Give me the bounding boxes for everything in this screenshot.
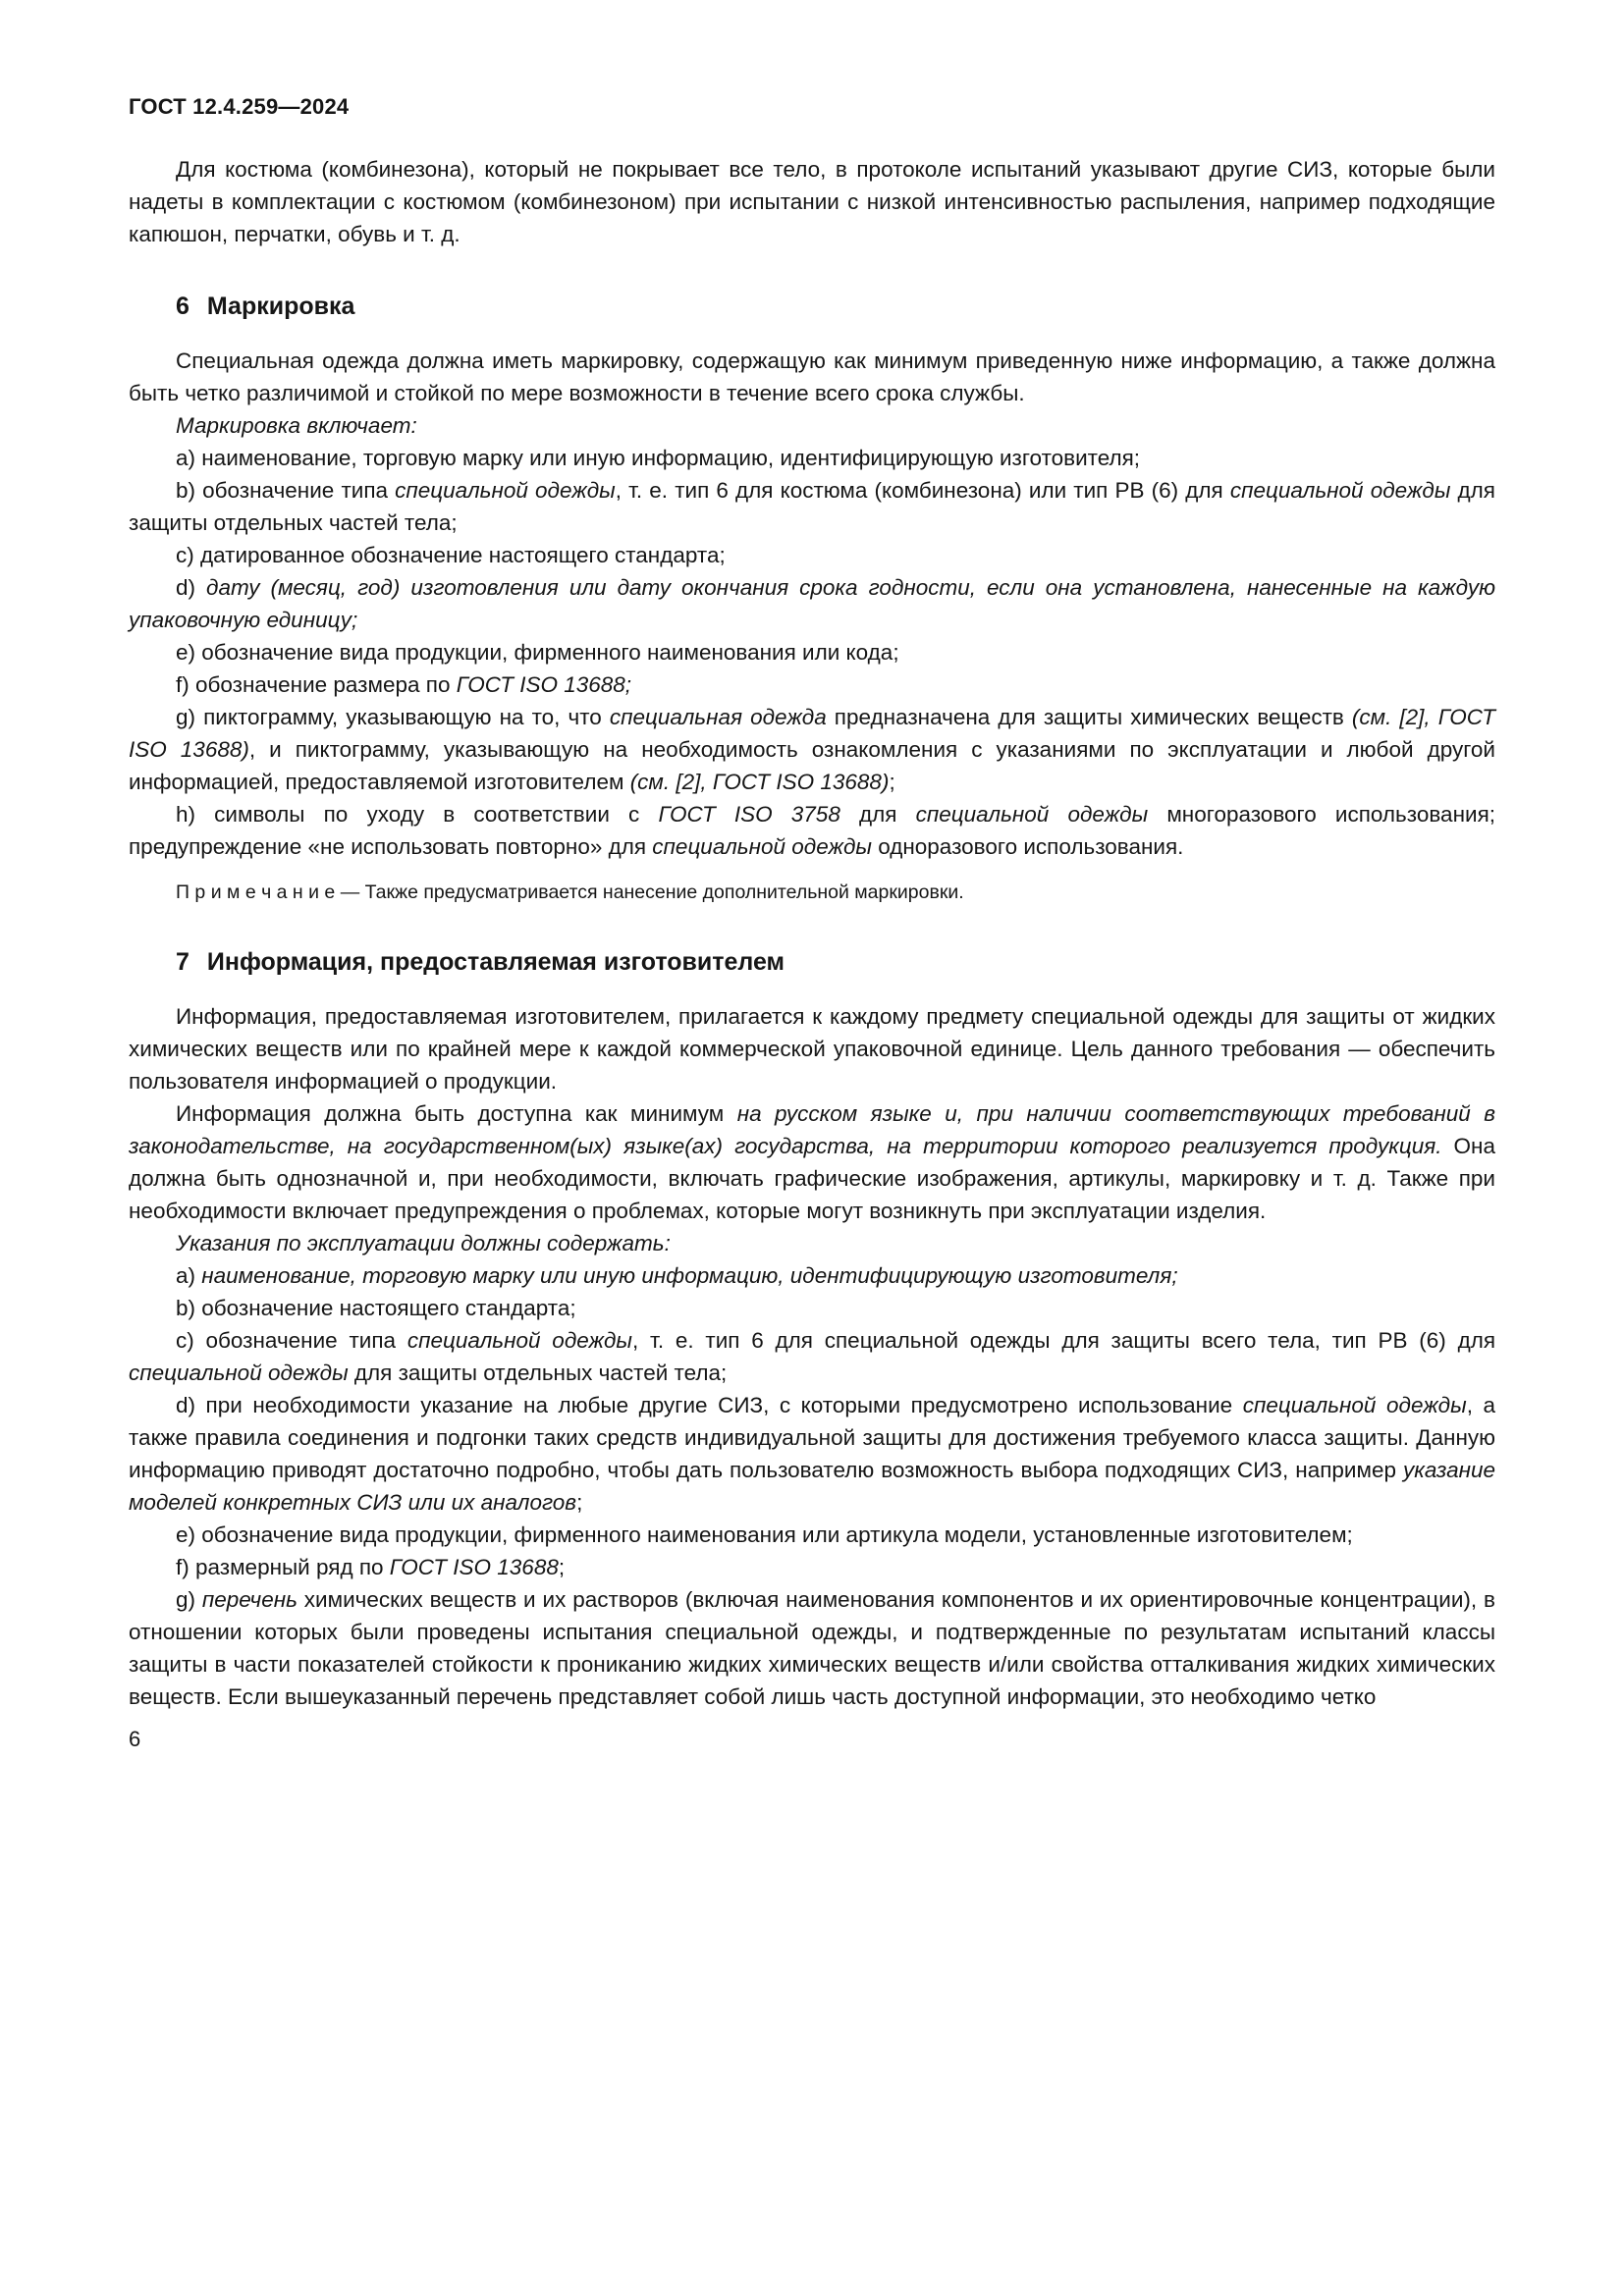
text-run: , т. е. тип 6 для специальной одежды для защиты всего тела, тип PB (6) для	[632, 1328, 1496, 1353]
body-paragraph	[129, 153, 1495, 250]
text-run: ;	[576, 1490, 583, 1515]
body-paragraph	[129, 798, 1495, 863]
section-number: 7	[176, 948, 189, 976]
section-title: Маркировка	[206, 293, 355, 320]
body-paragraph	[129, 1583, 1495, 1713]
text-run: e) обозначение вида продукции, фирменного наименования или артикула модели, установленные изготовителем;	[176, 1522, 1353, 1547]
text-run: , т. е. тип 6 для костюма (комбинезона) или тип PB (6) для	[615, 478, 1230, 503]
italic-text-run: ГОСТ ISO 3758	[658, 802, 840, 827]
body-paragraph	[129, 668, 1495, 701]
section-heading	[129, 947, 1495, 977]
body-paragraph	[129, 539, 1495, 571]
text-run: химических веществ и их растворов (включая наименования компонентов и их ориентировочные концентрации), в отношении которых были проведены испытания специальной одежды, и подтвержденные по результатам испытаний классы защиты в части показателей стойкости к прониканию жидких химических веществ и/или свойства отталкивания жидких химических веществ. Если вышеуказанный перечень представляет собой лишь часть доступной информации, это необходимо четко	[129, 1587, 1495, 1709]
text-run: f) обозначение размера по	[176, 672, 457, 697]
section-heading	[129, 292, 1495, 321]
italic-text-run: специальной одежды	[1229, 478, 1451, 503]
italic-text-run: специальной одежды	[129, 1361, 349, 1385]
note-paragraph	[129, 879, 1495, 906]
italic-text-run: указание моделей конкретных СИЗ или их аналогов	[129, 1458, 1495, 1515]
body-paragraph	[129, 636, 1495, 668]
text-run: , и пиктограмму, указывающую на необходимость ознакомления с указаниями по эксплуатации и любой другой информацией, предоставляемой изготовителем	[129, 737, 1495, 794]
body-paragraph	[129, 1519, 1495, 1551]
text-run: e) обозначение вида продукции, фирменного наименования или кода;	[176, 640, 899, 665]
body-paragraph	[129, 345, 1495, 409]
body-paragraph	[129, 1259, 1495, 1292]
italic-text-run: (см. [2], ГОСТ ISO 13688)	[129, 705, 1495, 762]
body-paragraph	[129, 1000, 1495, 1097]
italic-text-run: Указания по эксплуатации должны содержать:	[176, 1231, 671, 1255]
text-run: , а также правила соединения и подгонки таких средств индивидуальной защиты для достижения требуемого класса защиты. Данную информацию приводят достаточно подробно, чтобы дать пользователю возможность выбора подходящих СИЗ, например	[129, 1393, 1495, 1482]
italic-text-run: наименование, торговую марку или иную информацию, идентифицирующую изготовителя;	[201, 1263, 1178, 1288]
document-content	[129, 153, 1495, 1713]
text-run: g)	[176, 1587, 202, 1612]
italic-text-run: (см. [2], ГОСТ ISO 13688)	[629, 770, 890, 794]
text-run: одноразового использования.	[871, 834, 1184, 859]
text-run: многоразового использования; предупреждение «не использовать повторно» для	[129, 802, 1496, 859]
text-run: ;	[889, 770, 895, 794]
body-paragraph	[129, 1097, 1495, 1227]
body-paragraph	[129, 1551, 1495, 1583]
italic-text-run: ГОСТ ISO 13688	[389, 1555, 559, 1579]
text-run: f) размерный ряд по	[176, 1555, 390, 1579]
text-run: a)	[176, 1263, 202, 1288]
text-run: П р и м е ч а н и е — Также предусматривается нанесение дополнительной маркировки.	[176, 881, 964, 903]
body-paragraph	[129, 474, 1495, 539]
italic-text-run: перечень	[201, 1587, 298, 1612]
italic-text-run: специальной одежды	[406, 1328, 632, 1353]
text-run: Она должна быть однозначной и, при необходимости, включать графические изображения, артикулы, маркировку и т. д. Также при необходимости включает предупреждения о проблемах, которые могут возникнуть при эксплуатации изделия.	[129, 1134, 1495, 1223]
body-paragraph	[129, 1324, 1495, 1389]
italic-text-run: специальной одежды	[395, 478, 616, 503]
page-number: 6	[129, 1727, 141, 1751]
text-run: d)	[176, 575, 207, 600]
text-run: a) наименование, торговую марку или иную информацию, идентифицирующую изготовителя;	[176, 446, 1141, 470]
text-run: для защиты отдельных частей тела;	[129, 478, 1495, 535]
italic-text-run: специальной одежды	[1242, 1393, 1467, 1417]
body-paragraph	[129, 571, 1495, 636]
italic-text-run: на русском языке и, при наличии соответствующих требований в законодательстве, на государственном(ых) языке(ах) государства, на территории которого реализуется продукция.	[129, 1101, 1495, 1158]
text-run: d) при необходимости указание на любые другие СИЗ, с которыми предусмотрено использование	[176, 1393, 1243, 1417]
text-run: Для костюма (комбинезона), который не покрывает все тело, в протоколе испытаний указывают другие СИЗ, которые были надеты в комплектации с костюмом (комбинезоном) при испытании с низкой интенсивностью распыления, например подходящие капюшон, перчатки, обувь и т. д.	[129, 157, 1495, 246]
section-number: 6	[176, 293, 189, 320]
text-run: предназначена для защиты химических веществ	[826, 705, 1352, 729]
text-run: b) обозначение типа	[176, 478, 396, 503]
text-run: для защиты отдельных частей тела;	[348, 1361, 728, 1385]
text-run: для	[839, 802, 916, 827]
body-paragraph	[129, 701, 1495, 798]
body-paragraph	[129, 1227, 1495, 1259]
text-run: c) датированное обозначение настоящего стандарта;	[176, 543, 726, 567]
standard-designation-header: ГОСТ 12.4.259—2024	[129, 94, 350, 119]
text-run: ;	[558, 1555, 566, 1579]
body-paragraph	[129, 442, 1495, 474]
italic-text-run: Маркировка включает:	[176, 413, 417, 438]
text-run: Информация должна быть доступна как минимум	[176, 1101, 737, 1126]
italic-text-run: специальной одежды	[915, 802, 1149, 827]
body-paragraph	[129, 1292, 1495, 1324]
text-run: h) символы по уходу в соответствии с	[176, 802, 659, 827]
section-title: Информация, предоставляемая изготовителем	[206, 948, 785, 976]
body-paragraph	[129, 1389, 1495, 1519]
text-run: g) пиктограмму, указывающую на то, что	[176, 705, 610, 729]
text-run: c) обозначение типа	[176, 1328, 407, 1353]
italic-text-run: специальная одежда	[609, 705, 827, 729]
body-paragraph	[129, 409, 1495, 442]
text-run: Специальная одежда должна иметь маркировку, содержащую как минимум приведенную ниже информацию, а также должна быть четко различимой и стойкой по мере возможности в течение всего срока службы.	[129, 348, 1495, 405]
text-run: b) обозначение настоящего стандарта;	[176, 1296, 576, 1320]
italic-text-run: дату (месяц, год) изготовления или дату окончания срока годности, если она установлена, нанесенные на каждую упаковочную единицу;	[129, 575, 1495, 632]
italic-text-run: специальной одежды	[652, 834, 872, 859]
text-run: Информация, предоставляемая изготовителем, прилагается к каждому предмету специальной одежды для защиты от жидких химических веществ или по крайней мере к каждой коммерческой упаковочной единице. Цель данного требования — обеспечить пользователя информацией о продукции.	[129, 1004, 1495, 1094]
italic-text-run: ГОСТ ISO 13688;	[456, 672, 632, 697]
